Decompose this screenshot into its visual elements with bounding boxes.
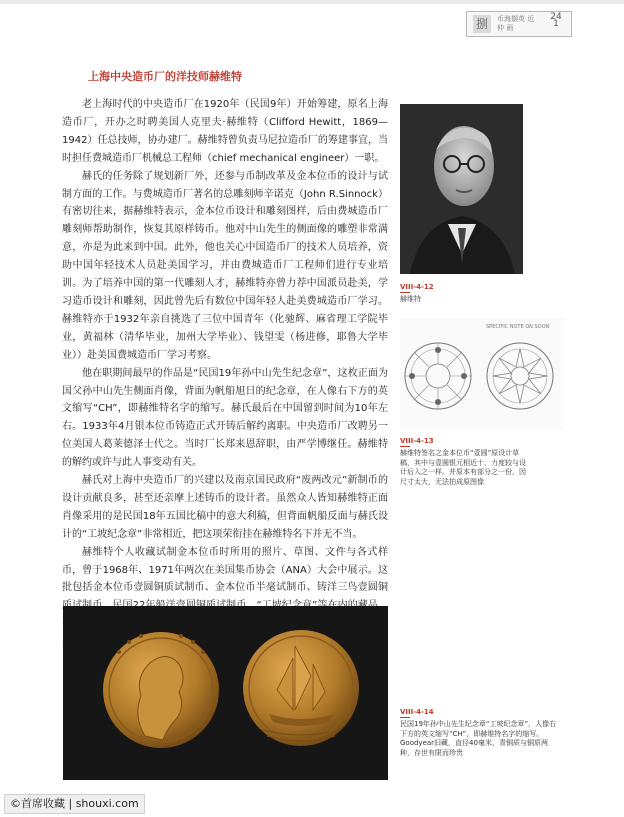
paragraph-3: 他在职期间最早的作品是“民国19年孙中山先生纪念章”，这枚正面为国父孙中山先生侧面肖像，背面为帆船旭日的纪念章，在人像右下方的英文缩写“CH”，即赫维特名字的缩写。赫氏最后在中国留到时间为10年左右。1933年4月银本位币铸造正式开铸后解约离职。中央造币厂改聘另一位美国人葛莱德泽士代之。当时厂长郑来恩辞职，由严学博继任。赫维特的解约或许与此人事变动有关。: [62, 367, 388, 469]
series-title: 币海撷英 近 仲 画: [497, 15, 535, 32]
portrait-illustration: [400, 104, 523, 274]
site-watermark[interactable]: ©首席收藏 | shouxi.com: [4, 794, 145, 814]
caption-id: VIII-4-14: [400, 708, 434, 716]
caption-rule: [400, 292, 410, 293]
medal-photo-illustration: [63, 606, 388, 780]
page-number: 241: [550, 12, 562, 29]
coins-photo: [63, 606, 388, 780]
page-header: [466, 11, 572, 37]
paragraph-2: 赫氏的任务除了规划新厂外，还参与币制改革及金本位币的设计与试制方面的工作。与费城造币厂著名的总雕刻师辛诺克（John R.Sinnock）有密切往来，据赫维特表示，金本位币设计和雕刻图样，后由费城造币厂雕刻师帮助制作，恢复其原样铸币。他对中山先生的侧面像的雕塑非常满意，亦是为此来到中国。此外，他也关心中国造币厂的技术人员培养，资助中国年轻技术人员赴美国学习，并由费城造币厂工程师们进行专业培训。为了培养中国的第一代雕刻人才，赫维特亦曾力荐中国派员赴美，学习造币设计和雕刻，因此曾先后有数位中国年轻人赴美费城造币厂学习。赫维特亦于1932年亲自挑选了三位中国青年（化驰辉、麻省理工学院毕业，黄福林（清华毕业，加州大学毕业）、钱望雯（杨进修，耶鲁大学毕业））赴美国费城造币厂学习考察。: [62, 170, 388, 361]
caption-rule: [400, 446, 410, 447]
medal-obverse: [103, 632, 219, 748]
caption-drawing: [400, 437, 528, 487]
coin-sketch-illustration: [400, 318, 564, 430]
paragraph-1: 老上海时代的中央造币厂在1920年（民国9年）开始筹建，原名上海造币厂，开办之时聘美国人克里夫·赫维特（Clifford Hewitt，1869—1942）任总技师，协办建厂。赫维特曾负责马尼拉造币厂的筹建事宜，当时担任费城造币厂机械总工程师（chief mechanical engineer）一职。: [62, 99, 388, 164]
article-body: [62, 96, 388, 651]
caption-portrait: [400, 283, 520, 305]
chapter-mark-icon: 捌: [473, 15, 491, 33]
paragraph-5: 赫维特个人收藏试制金本位币时所用的照片、草图、文件与各式样币，曾于1968年、1971年两次在美国集币协会（ANA）大会中展示。这批包括金本位币壹圆铜质试制币、金本位币半毫试制币、铸洋三鸟壹圆铜: [62, 546, 388, 594]
page-top-border: [0, 0, 624, 4]
caption-rule: [400, 717, 410, 718]
caption-text: 民国19年孙中山先生纪念章“工坡纪念章”，人像右下方的英文缩写“CH”，即赫维特名字的缩写。Goodyear旧藏，直径40毫米，青铜质与铜质两种，存世有限而珍贵: [400, 720, 557, 757]
paragraph-4: 赫氏对上海中央造币厂的兴建以及南京国民政府“废两改元”新制币的设计贡献良多，甚至还亲摩上述铸币的设计者。虽然众人皆知赫维特正面肖像采用的是民国18年五国比稿中的意大利稿，但背面帆船反面与赫氏设计的“工坡纪念章”非常相近，把这项荣衔挂在赫维特名下并无不当。: [62, 475, 388, 540]
coin-design-drawing: [400, 318, 564, 430]
caption-text: 赫维特: [400, 295, 421, 303]
medal-reverse: [243, 630, 359, 746]
article-title: 上海中央造币厂的洋技师赫维特: [88, 70, 242, 83]
caption-id: VIII-4-12: [400, 283, 434, 291]
caption-text: 赫维特签名之金本位币“壹圆”原设计草稿，其中与壹圆银元相近十，力度较与设计后入之一样。并原本有部分之一份，因尺寸太大，无法拍成原图像: [400, 449, 526, 486]
caption-id: VIII-4-13: [400, 437, 434, 445]
caption-medal: [400, 708, 560, 758]
portrait-photo: [400, 104, 523, 274]
drawing-annotation: SPECIFIC NOTE ON SOON: [486, 324, 550, 330]
